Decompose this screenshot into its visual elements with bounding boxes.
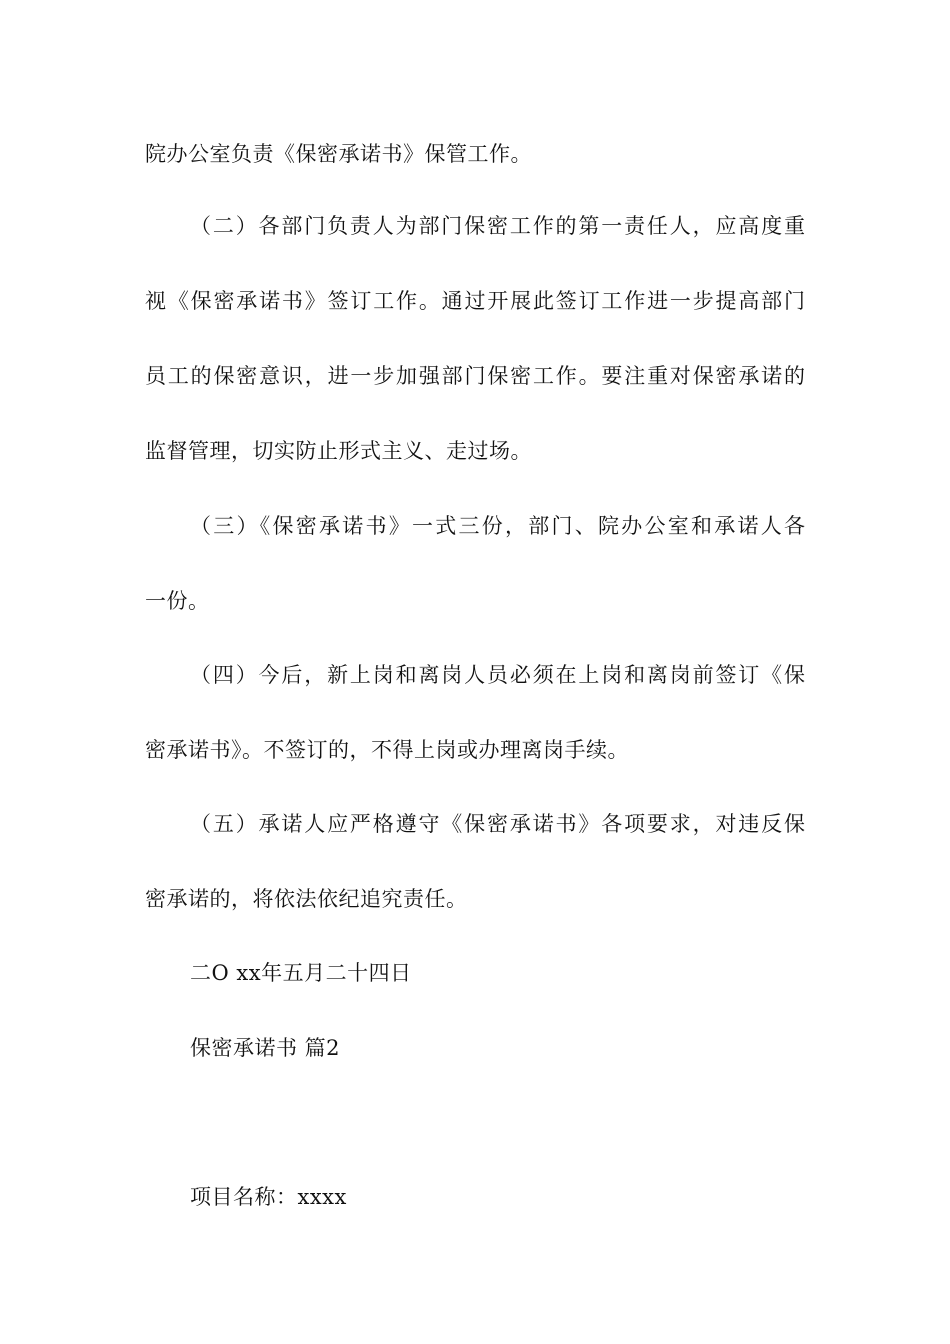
- paragraph-line: （三）《保密承诺书》一式三份，部门、院办公室和承诺人各: [190, 514, 805, 538]
- paragraph-line: （五）承诺人应严格遵守《保密承诺书》各项要求，对违反保: [190, 812, 805, 836]
- paragraph-line: 一份。: [145, 589, 210, 613]
- paragraph-line: 员工的保密意识，进一步加强部门保密工作。要注重对保密承诺的: [145, 364, 805, 388]
- paragraph-line: 院办公室负责《保密承诺书》保管工作。: [145, 142, 532, 166]
- date-line: 二O xx年五月二十四日: [190, 961, 412, 985]
- paragraph-line: 监督管理，切实防止形式主义、走过场。: [145, 439, 532, 463]
- project-name-line: 项目名称：xxxx: [190, 1185, 347, 1209]
- paragraph-line: 密承诺书》。不签订的，不得上岗或办理离岗手续。: [145, 738, 629, 762]
- paragraph-line: （二）各部门负责人为部门保密工作的第一责任人，应高度重: [190, 214, 805, 238]
- paragraph-line: 密承诺的，将依法依纪追究责任。: [145, 887, 468, 911]
- section-heading: 保密承诺书 篇2: [190, 1036, 341, 1060]
- paragraph-line: 视《保密承诺书》签订工作。通过开展此签订工作进一步提高部门: [145, 289, 805, 313]
- paragraph-line: （四）今后，新上岗和离岗人员必须在上岗和离岗前签订《保: [190, 663, 805, 687]
